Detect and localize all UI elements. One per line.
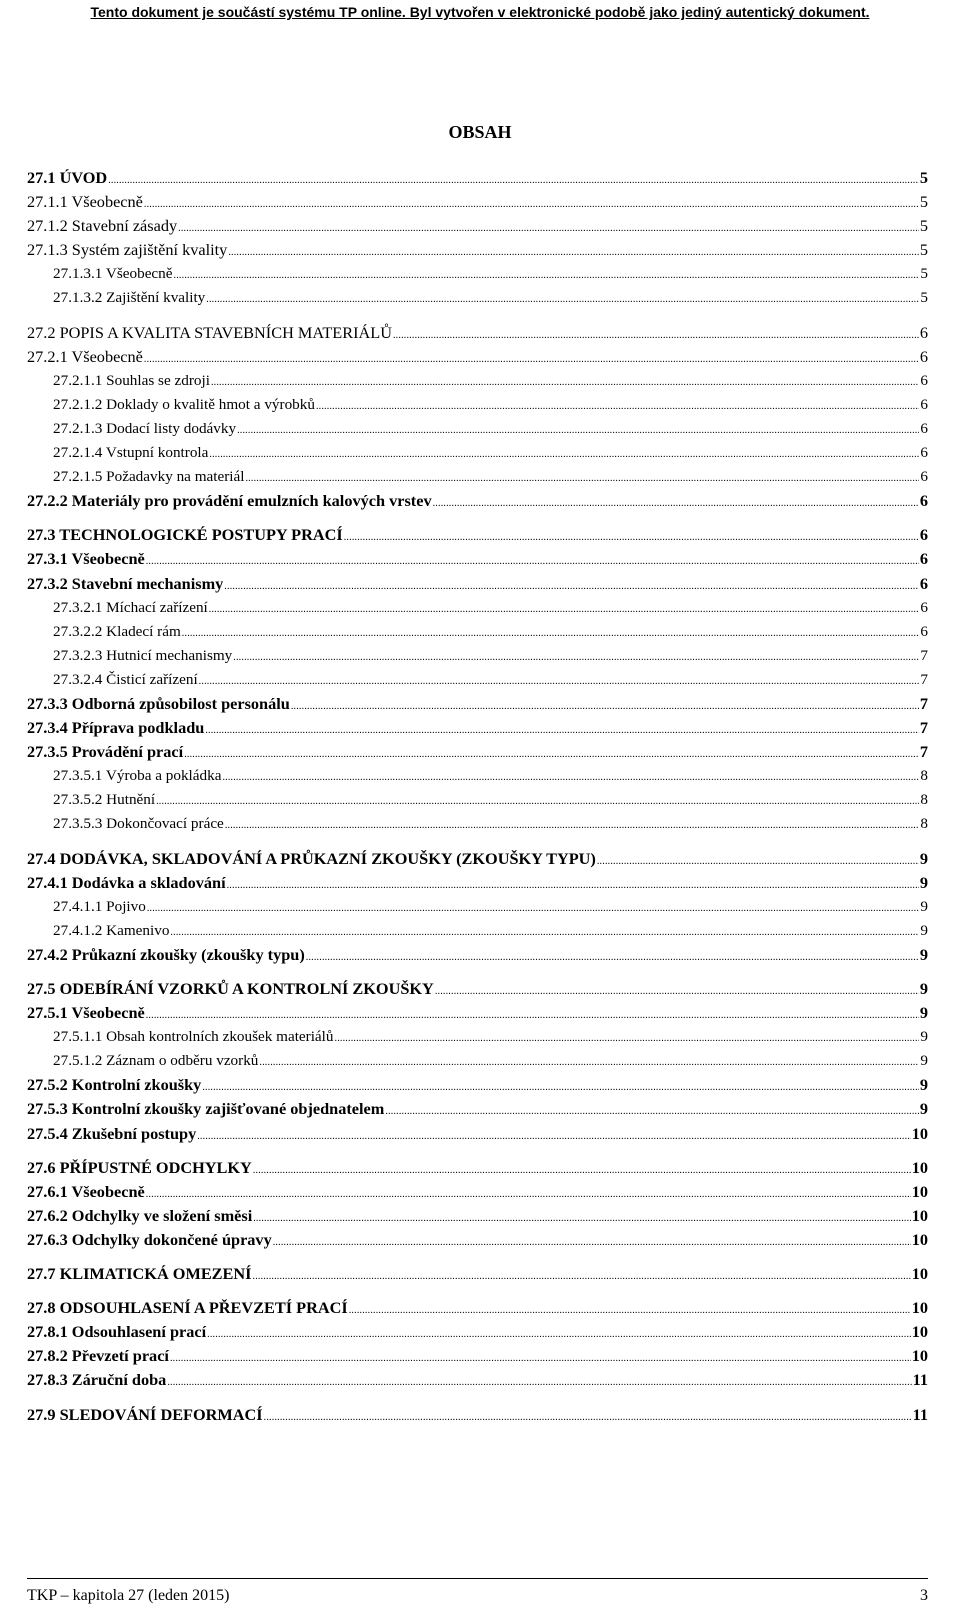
toc-entry-label: 27.3.2.4 Čisticí zařízení xyxy=(53,670,198,688)
toc-entry-label: 27.1.2 Stavební zásady xyxy=(27,216,178,236)
toc-dot-leader xyxy=(228,241,919,265)
toc-entry-page: 9 xyxy=(920,897,928,915)
toc-entry-page: 6 xyxy=(920,419,928,437)
toc-entry-label: 27.3.1 Všeobecně xyxy=(27,549,145,569)
toc-entry-label: 27.3 TECHNOLOGICKÉ POSTUPY PRACÍ xyxy=(27,525,343,545)
toc-dot-leader xyxy=(211,371,919,395)
toc-entry-page: 9 xyxy=(919,944,928,964)
toc-entry-page: 6 xyxy=(920,598,928,616)
toc-entry-page: 9 xyxy=(920,1028,928,1046)
toc-entry[interactable] xyxy=(27,523,928,547)
toc-entry-label: 27.2.1.3 Dodací listy dodávky xyxy=(53,419,237,437)
toc-entry-label: 27.5.2 Kontrolní zkoušky xyxy=(27,1075,202,1095)
toc-entry[interactable] xyxy=(27,547,928,571)
toc-entry-label: 27.3.4 Příprava podkladu xyxy=(27,718,205,738)
toc-entry-label: 27.3.2 Stavební mechanismy xyxy=(27,573,224,593)
toc-entry-label: 27.3.5.3 Dokončovací práce xyxy=(53,815,224,833)
toc-entry-page: 10 xyxy=(911,1157,928,1177)
toc-dot-leader xyxy=(146,1183,911,1207)
toc-dot-leader xyxy=(206,288,919,312)
toc-entry-page: 10 xyxy=(911,1264,928,1284)
toc-entry-label: 27.6.2 Odchylky ve složení směsi xyxy=(27,1205,253,1225)
toc-entry-label: 27.2.2 Materiály pro provádění emulzních kalových vrstev xyxy=(27,491,432,511)
toc-entry-label: 27.8.1 Odsouhlasení prací xyxy=(27,1322,207,1342)
toc-entry-label: 27.2.1.1 Souhlas se zdroji xyxy=(53,371,210,389)
toc-entry-label: 27.5.4 Zkušební postupy xyxy=(27,1123,197,1143)
toc-dot-leader xyxy=(253,1207,910,1231)
toc-entry-label: 27.5.1 Všeobecně xyxy=(27,1003,145,1023)
toc-entry-label: 27.1.3 Systém zajištění kvality xyxy=(27,240,228,260)
toc-entry-page: 10 xyxy=(911,1123,928,1143)
toc-entry-page: 5 xyxy=(919,216,928,236)
toc-entry-label: 27.3.5.2 Hutnění xyxy=(53,791,156,809)
toc-entry[interactable] xyxy=(27,764,928,788)
toc-entry[interactable] xyxy=(27,1204,928,1228)
toc-entry-page: 9 xyxy=(919,1003,928,1023)
toc-entry-page: 7 xyxy=(919,693,928,713)
toc-entry-page: 5 xyxy=(920,265,928,283)
toc-entry[interactable] xyxy=(27,919,928,943)
toc-entry[interactable] xyxy=(27,644,928,668)
toc-entry-page: 5 xyxy=(919,168,928,187)
toc-entry-label: 27.1 ÚVOD xyxy=(27,168,108,187)
toc-entry-label: 27.2.1.2 Doklady o kvalitě hmot a výrobků xyxy=(53,395,315,413)
toc-dot-leader xyxy=(273,1231,911,1255)
toc-entry-page: 11 xyxy=(912,1404,928,1424)
toc-entry[interactable] xyxy=(27,1320,928,1344)
toc-entry[interactable] xyxy=(27,1049,928,1073)
toc-entry-page: 6 xyxy=(919,525,928,545)
toc-entry[interactable] xyxy=(27,977,928,1001)
toc-entry[interactable] xyxy=(27,1296,928,1320)
toc-entry-page: 6 xyxy=(920,395,928,413)
toc-entry-label: 27.8 ODSOUHLASENÍ A PŘEVZETÍ PRACÍ xyxy=(27,1298,348,1318)
toc-entry[interactable] xyxy=(27,441,928,465)
toc-entry-page: 6 xyxy=(919,346,928,366)
toc-entry[interactable] xyxy=(27,345,928,369)
toc-entry-label: 27.4.1 Dodávka a skladování xyxy=(27,872,226,892)
toc-entry[interactable] xyxy=(27,1180,928,1204)
toc-dot-leader xyxy=(253,1159,911,1183)
toc-entry-page: 9 xyxy=(919,1075,928,1095)
toc-entry[interactable] xyxy=(27,1073,928,1097)
toc-entry[interactable] xyxy=(27,895,928,919)
toc-entry[interactable] xyxy=(27,1228,928,1252)
toc-dot-leader xyxy=(144,348,919,372)
toc-entry[interactable] xyxy=(27,716,928,740)
toc-entry[interactable] xyxy=(27,1368,928,1392)
toc-dot-leader xyxy=(264,1406,912,1430)
toc-entry-label: 27.1.3.2 Zajištění kvality xyxy=(53,289,206,307)
toc-entry[interactable] xyxy=(27,321,928,345)
toc-entry[interactable] xyxy=(27,238,928,262)
toc-entry-page: 7 xyxy=(920,646,928,664)
toc-dot-leader xyxy=(393,324,919,348)
toc-dot-leader xyxy=(253,1265,911,1289)
toc-entry[interactable] xyxy=(27,1156,928,1180)
toc-entry-page: 9 xyxy=(920,1052,928,1070)
toc-entry-page: 10 xyxy=(911,1205,928,1225)
toc-entry[interactable] xyxy=(27,740,928,764)
toc-dot-leader xyxy=(197,1125,911,1149)
toc-entry-page: 5 xyxy=(919,240,928,260)
toc-entry-page: 9 xyxy=(919,1099,928,1119)
toc-entry-label: 27.7 KLIMATICKÁ OMEZENÍ xyxy=(27,1264,252,1284)
toc-entry-page: 8 xyxy=(920,767,928,785)
toc-entry-label: 27.1.1 Všeobecně xyxy=(27,192,143,212)
toc-entry-label: 27.2.1.5 Požadavky na materiál xyxy=(53,468,245,486)
page-footer xyxy=(27,1578,928,1619)
toc-dot-leader xyxy=(144,193,919,217)
toc-entry-page: 9 xyxy=(919,979,928,998)
table-of-contents xyxy=(27,166,928,1427)
toc-entry-page: 6 xyxy=(920,444,928,462)
toc-entry[interactable] xyxy=(27,1122,928,1146)
toc-entry[interactable] xyxy=(27,214,928,238)
toc-dot-leader xyxy=(245,467,919,491)
toc-entry-label: 27.4.1.1 Pojivo xyxy=(53,897,146,915)
toc-entry-page: 6 xyxy=(919,322,928,342)
toc-entry-page: 6 xyxy=(920,622,928,640)
toc-entry[interactable] xyxy=(27,812,928,836)
toc-entry[interactable] xyxy=(27,1097,928,1121)
toc-entry-label: 27.4.2 Průkazní zkoušky (zkoušky typu) xyxy=(27,944,305,964)
toc-dot-leader xyxy=(385,1100,919,1124)
toc-dot-leader xyxy=(335,1027,920,1051)
toc-dot-leader xyxy=(209,443,919,467)
toc-entry[interactable] xyxy=(27,596,928,620)
toc-entry-page: 6 xyxy=(920,468,928,486)
toc-dot-leader xyxy=(597,850,919,874)
toc-entry[interactable] xyxy=(27,668,928,692)
toc-entry-page: 10 xyxy=(911,1322,928,1342)
toc-entry[interactable] xyxy=(27,286,928,310)
toc-entry[interactable] xyxy=(27,1025,928,1049)
toc-entry[interactable] xyxy=(27,489,928,513)
toc-entry-label: 27.2.1.4 Vstupní kontrola xyxy=(53,444,209,462)
toc-dot-leader xyxy=(184,743,919,767)
toc-entry[interactable] xyxy=(27,190,928,214)
toc-entry-page: 5 xyxy=(920,289,928,307)
toc-entry-label: 27.5 ODEBÍRÁNÍ VZORKŮ A KONTROLNÍ ZKOUŠKY xyxy=(27,979,434,998)
toc-entry-label: 27.3.3 Odborná způsobilost personálu xyxy=(27,693,290,713)
toc-entry-label: 27.3.2.1 Míchací zařízení xyxy=(53,598,208,616)
toc-dot-leader xyxy=(225,814,920,838)
toc-entry[interactable] xyxy=(27,620,928,644)
toc-entry-page: 7 xyxy=(919,718,928,738)
toc-entry[interactable] xyxy=(27,417,928,441)
footer-document-label: TKP – kapitola 27 (leden 2015) xyxy=(27,1587,230,1604)
toc-dot-leader xyxy=(316,395,919,419)
toc-entry[interactable] xyxy=(27,166,928,190)
toc-entry[interactable] xyxy=(27,943,928,967)
toc-entry-label: 27.5.1.2 Záznam o odběru vzorků xyxy=(53,1052,259,1070)
toc-dot-leader xyxy=(174,264,920,288)
toc-dot-leader xyxy=(207,1323,911,1347)
toc-entry-label: 27.3.2.3 Hutnicí mechanismy xyxy=(53,646,233,664)
toc-entry-label: 27.8.3 Záruční doba xyxy=(27,1370,167,1390)
toc-entry[interactable] xyxy=(27,1344,928,1368)
toc-entry-page: 6 xyxy=(919,573,928,593)
toc-entry-label: 27.3.2.2 Kladecí rám xyxy=(53,622,181,640)
toc-entry[interactable] xyxy=(27,572,928,596)
toc-entry-label: 27.6.1 Všeobecně xyxy=(27,1181,145,1201)
toc-entry-page: 10 xyxy=(911,1229,928,1249)
toc-dot-leader xyxy=(291,695,919,719)
toc-entry-page: 6 xyxy=(919,491,928,511)
toc-entry-label: 27.4 DODÁVKA, SKLADOVÁNÍ A PRŮKAZNÍ ZKOUŠKY (ZKOUŠKY TYPU) xyxy=(27,848,596,868)
toc-entry[interactable] xyxy=(27,871,928,895)
toc-entry[interactable] xyxy=(27,262,928,286)
toc-entry-label: 27.5.1.1 Obsah kontrolních zkoušek materiálů xyxy=(53,1028,334,1046)
online-notice-banner: Tento dokument je součástí systému TP online. Byl vytvořen v elektronické podobě jako jediný autentický dokument. xyxy=(90,4,870,20)
toc-dot-leader xyxy=(435,980,919,1004)
toc-entry-page: 6 xyxy=(920,371,928,389)
toc-dot-leader xyxy=(233,646,919,670)
toc-entry[interactable] xyxy=(27,1262,928,1286)
toc-title: OBSAH xyxy=(448,122,512,142)
toc-entry-label: 27.6.3 Odchylky dokončené úpravy xyxy=(27,1229,272,1249)
toc-entry-label: 27.5.3 Kontrolní zkoušky zajišťované objednatelem xyxy=(27,1099,385,1119)
toc-entry[interactable] xyxy=(27,393,928,417)
toc-entry[interactable] xyxy=(27,465,928,489)
toc-entry-page: 8 xyxy=(920,815,928,833)
toc-dot-leader xyxy=(433,492,919,516)
toc-entry-page: 10 xyxy=(911,1346,928,1366)
toc-dot-leader xyxy=(170,1347,911,1371)
toc-entry[interactable] xyxy=(27,1001,928,1025)
toc-entry-page: 10 xyxy=(911,1181,928,1201)
toc-dot-leader xyxy=(349,1299,911,1323)
toc-entry-label: 27.2.1 Všeobecně xyxy=(27,346,143,366)
toc-entry-page: 7 xyxy=(920,670,928,688)
toc-entry-page: 10 xyxy=(911,1298,928,1318)
toc-dot-leader xyxy=(199,670,920,694)
toc-entry-label: 27.4.1.2 Kamenivo xyxy=(53,921,170,939)
toc-dot-leader xyxy=(237,419,919,443)
toc-entry-page: 5 xyxy=(919,192,928,212)
toc-dot-leader xyxy=(170,921,919,945)
toc-entry[interactable] xyxy=(27,788,928,812)
toc-entry-label: 27.9 SLEDOVÁNÍ DEFORMACÍ xyxy=(27,1404,263,1424)
toc-entry[interactable] xyxy=(27,692,928,716)
toc-entry[interactable] xyxy=(27,369,928,393)
toc-dot-leader xyxy=(222,766,919,790)
toc-entry-page: 6 xyxy=(919,549,928,569)
toc-dot-leader xyxy=(147,897,920,921)
toc-dot-leader xyxy=(306,946,919,970)
toc-entry-label: 27.1.3.1 Všeobecně xyxy=(53,265,173,283)
toc-entry-label: 27.8.2 Převzetí prací xyxy=(27,1346,169,1366)
toc-dot-leader xyxy=(224,575,919,599)
toc-entry-label: 27.2 POPIS A KVALITA STAVEBNÍCH MATERIÁLŮ xyxy=(27,322,392,342)
toc-entry-page: 9 xyxy=(919,872,928,892)
toc-entry-page: 8 xyxy=(920,791,928,809)
toc-dot-leader xyxy=(146,550,919,574)
footer-page-number: 3 xyxy=(920,1587,928,1604)
toc-dot-leader xyxy=(259,1051,919,1075)
toc-entry-label: 27.6 PŘÍPUSTNÉ ODCHYLKY xyxy=(27,1157,252,1177)
toc-dot-leader xyxy=(205,719,919,743)
toc-entry-label: 27.3.5 Provádění prací xyxy=(27,742,184,762)
toc-entry-page: 7 xyxy=(919,742,928,762)
toc-entry-label: 27.3.5.1 Výroba a pokládka xyxy=(53,767,222,785)
toc-dot-leader xyxy=(209,598,920,622)
toc-dot-leader xyxy=(178,217,919,241)
toc-entry-page: 9 xyxy=(919,848,928,868)
toc-dot-leader xyxy=(227,874,919,898)
toc-dot-leader xyxy=(182,622,920,646)
toc-entry[interactable] xyxy=(27,1403,928,1427)
toc-dot-leader xyxy=(156,790,919,814)
toc-dot-leader xyxy=(167,1371,911,1395)
toc-dot-leader xyxy=(108,169,919,193)
toc-entry[interactable] xyxy=(27,847,928,871)
toc-entry-page: 11 xyxy=(912,1370,928,1390)
toc-entry-page: 9 xyxy=(920,921,928,939)
toc-dot-leader xyxy=(344,526,919,550)
